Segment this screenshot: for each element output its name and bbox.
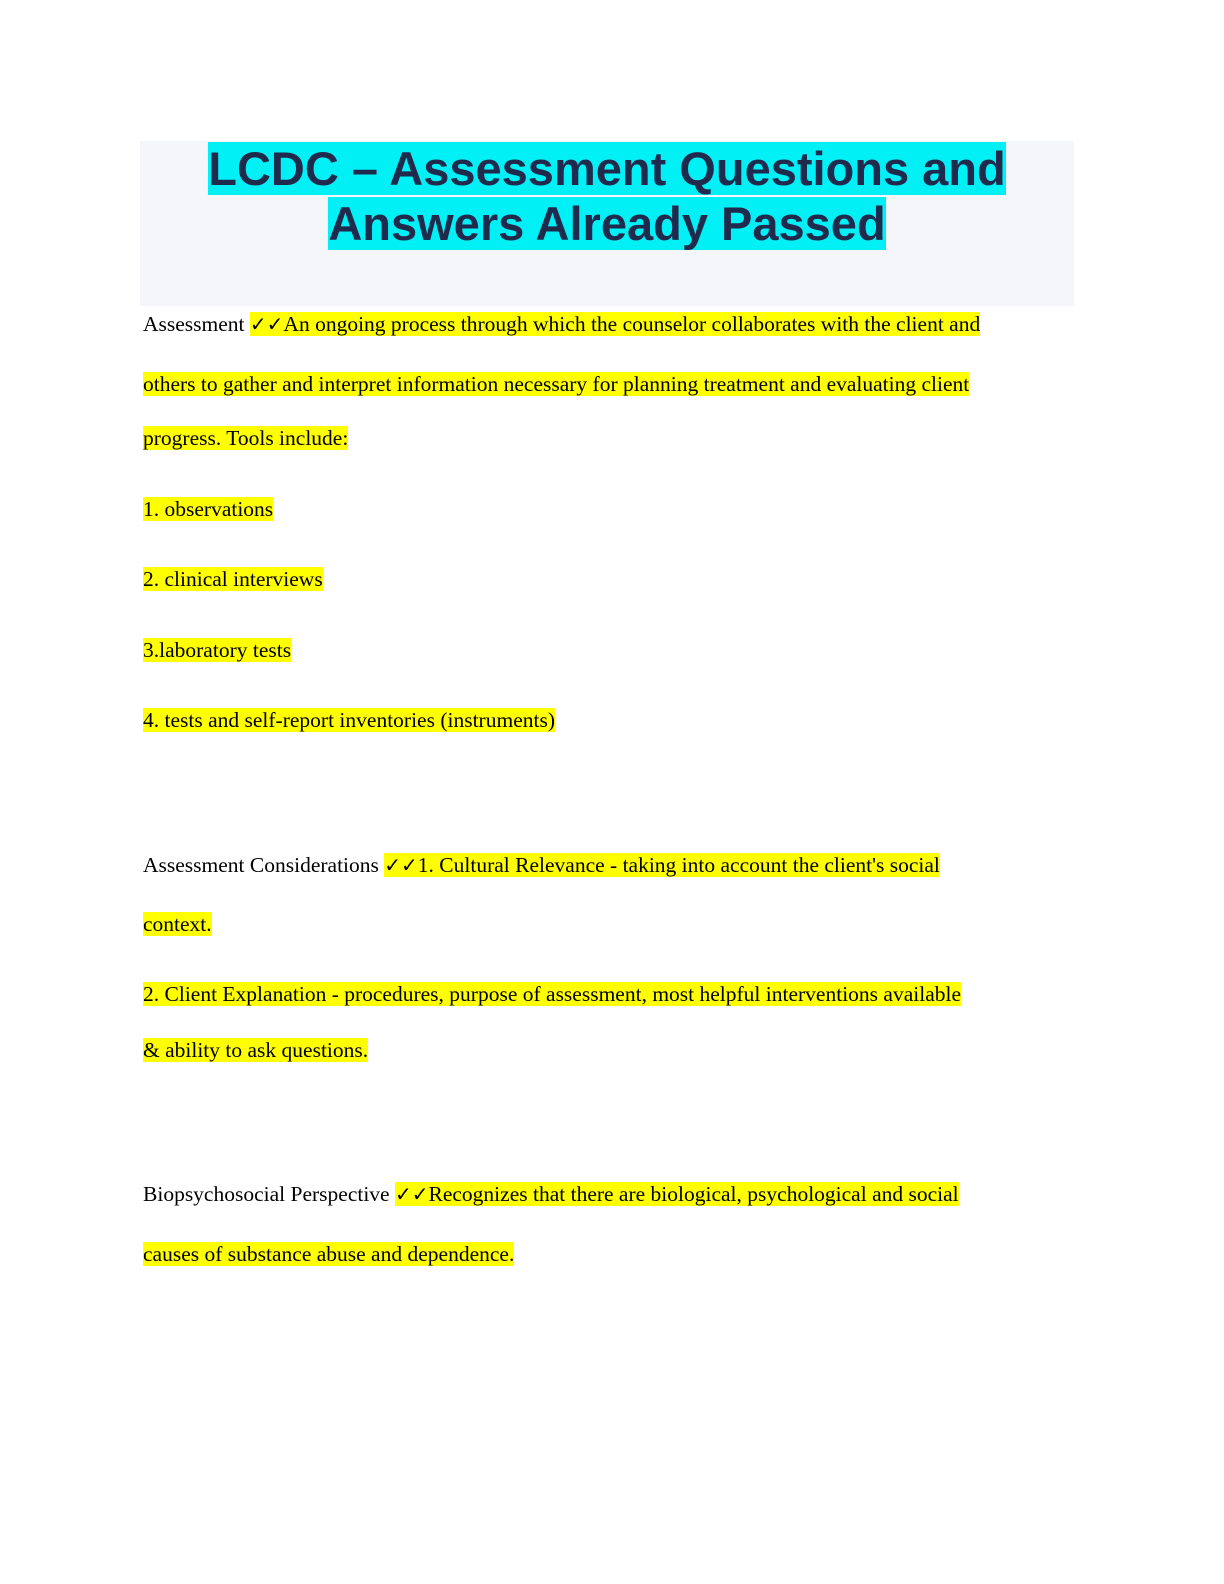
answer-text: 1. Cultural Relevance - taking into account the client's social bbox=[417, 853, 940, 877]
answer-line bbox=[143, 1239, 514, 1269]
answer-text: 4. tests and self-report inventories (instruments) bbox=[143, 708, 555, 732]
entry-considerations-term-line bbox=[143, 850, 940, 880]
entry-assessment-term-line bbox=[143, 309, 980, 339]
answer-text: & ability to ask questions. bbox=[143, 1038, 369, 1062]
answer-highlight bbox=[395, 1182, 959, 1206]
title-line-2: Answers Already Passed bbox=[328, 197, 886, 250]
double-check-icon: ✓✓ bbox=[249, 312, 284, 336]
term-label: Biopsychosocial Perspective bbox=[143, 1182, 395, 1206]
answer-text: 2. clinical interviews bbox=[143, 567, 323, 591]
answer-text: 3.laboratory tests bbox=[143, 638, 292, 662]
answer-text: An ongoing process through which the counselor collaborates with the client and bbox=[283, 312, 981, 336]
list-item bbox=[143, 705, 555, 735]
list-item bbox=[143, 494, 273, 524]
answer-text: causes of substance abuse and dependence. bbox=[143, 1242, 515, 1266]
term-label: Assessment Considerations bbox=[143, 853, 385, 877]
double-check-icon: ✓✓ bbox=[394, 1182, 429, 1206]
answer-line bbox=[143, 369, 969, 399]
answer-line bbox=[143, 1035, 368, 1065]
answer-highlight bbox=[250, 312, 980, 336]
answer-text: progress. Tools include: bbox=[143, 426, 349, 450]
answer-highlight bbox=[384, 853, 940, 877]
answer-text: Recognizes that there are biological, psychological and social bbox=[428, 1182, 959, 1206]
answer-line bbox=[143, 909, 212, 939]
double-check-icon: ✓✓ bbox=[384, 853, 418, 877]
answer-text: 1. observations bbox=[143, 497, 274, 521]
document-title bbox=[140, 141, 1074, 251]
answer-line bbox=[143, 979, 961, 1009]
answer-line bbox=[143, 423, 348, 453]
answer-text: others to gather and interpret information necessary for planning treatment and evaluating client bbox=[143, 372, 970, 396]
list-item bbox=[143, 564, 323, 594]
answer-text: context. bbox=[143, 912, 212, 936]
term-label: Assessment bbox=[143, 312, 250, 336]
answer-text: 2. Client Explanation - procedures, purpose of assessment, most helpful interventions available bbox=[143, 982, 961, 1006]
list-item bbox=[143, 635, 291, 665]
title-line-1: LCDC – Assessment Questions and bbox=[208, 142, 1006, 195]
entry-biopsychosocial-term-line bbox=[143, 1179, 959, 1209]
